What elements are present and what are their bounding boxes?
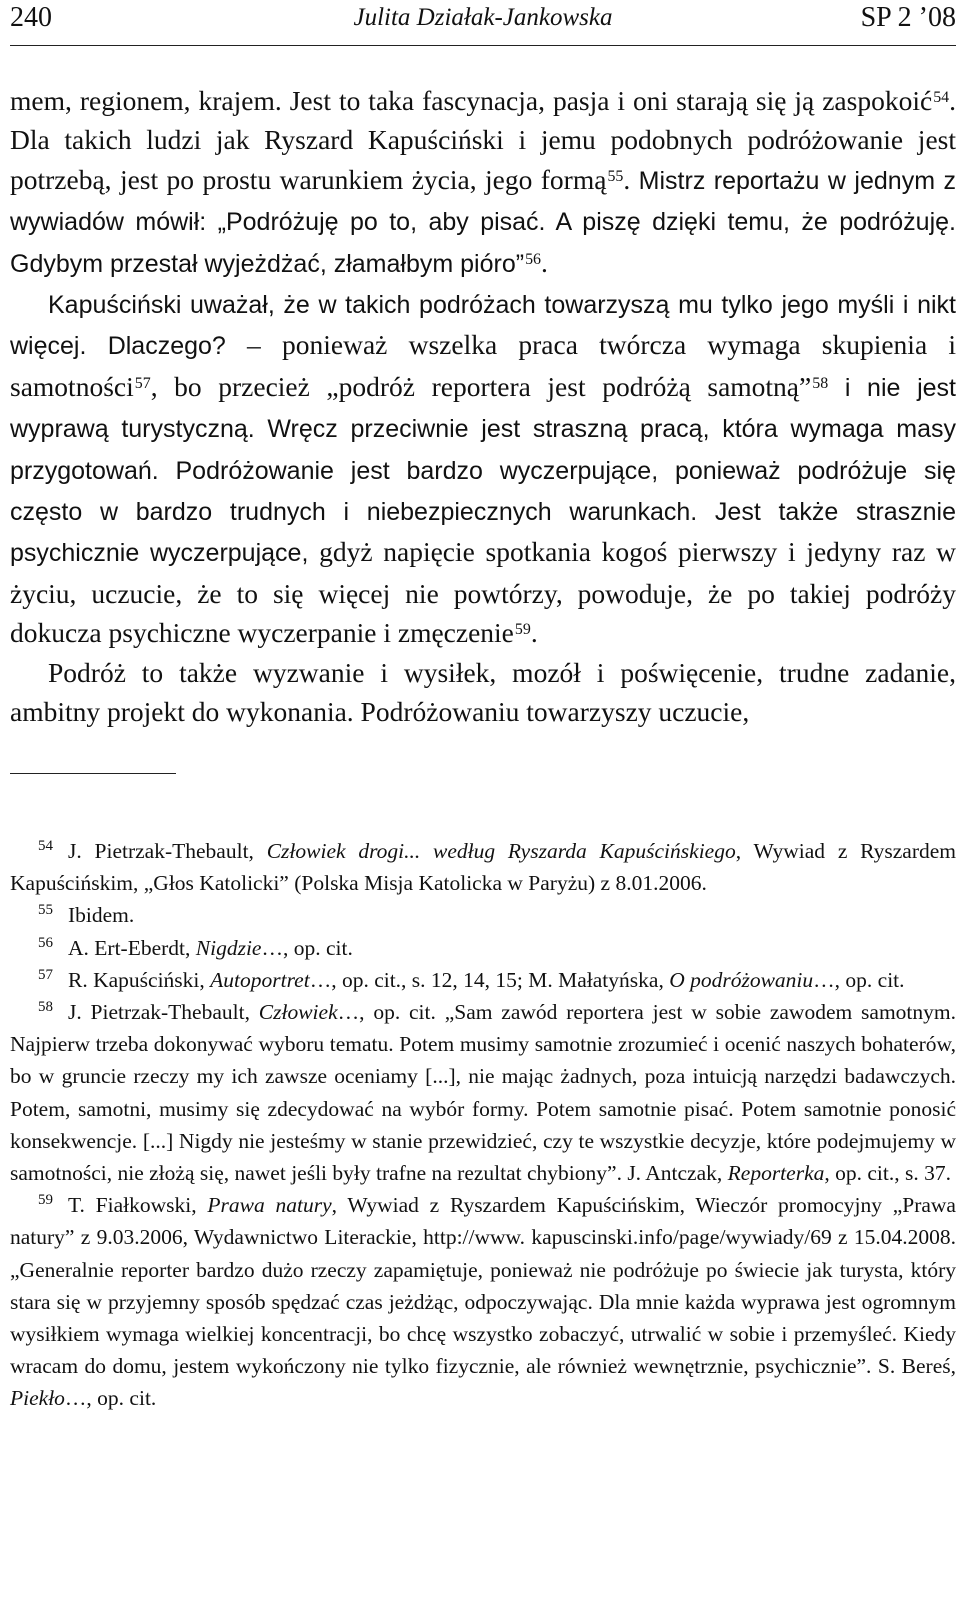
note-text: , op. cit., s. 37.: [824, 1161, 951, 1186]
note-text: R. Kapuściński,: [68, 967, 211, 992]
note-title: O podróżowaniu: [669, 967, 814, 992]
footnote-number: 59: [38, 1192, 53, 1209]
text-run: .: [541, 246, 548, 278]
footnote-54: [10, 835, 956, 899]
footnote-number: 58: [38, 999, 53, 1016]
note-text: T. Fiałkowski,: [68, 1193, 208, 1218]
note-title: Piekło: [10, 1386, 65, 1411]
paragraph-3: Podróż to także wyzwanie i wysiłek, mozół i poświęcenie, trudne zadanie, ambitny projekt do wykonania. Podróżowaniu towarzyszy uczucie,: [10, 656, 956, 728]
note-text: …, op. cit., s. 12, 14, 15; M. Małatyńska,: [309, 967, 670, 992]
footnote-ref-56[interactable]: 56: [525, 250, 541, 268]
running-author: Julita Działak-Jankowska: [353, 4, 613, 31]
text-run: , bo przecież „podróż reportera jest podróżą samotną”: [150, 370, 812, 402]
footnote-ref-59[interactable]: 59: [514, 621, 531, 639]
body-text: [10, 81, 956, 732]
note-text: …, op. cit.: [813, 967, 905, 992]
note-text: Ibidem.: [68, 903, 135, 928]
page-number: 240: [10, 2, 52, 33]
note-title: Człowiek: [258, 1000, 338, 1025]
note-text: J. Pietrzak-Thebault,: [68, 1000, 259, 1025]
footnote-number: 57: [38, 966, 53, 983]
paragraph-2: [10, 284, 956, 653]
text-run: .: [623, 163, 639, 195]
footnote-ref-57[interactable]: 57: [134, 374, 151, 392]
note-title: Nigdzie: [195, 935, 262, 960]
footnotes: [10, 835, 956, 1415]
footnote-57: [10, 964, 956, 996]
text-run: .: [530, 617, 538, 649]
journal-issue: SP 2 ’08: [860, 2, 956, 33]
header-rule: [10, 45, 956, 46]
footnote-number: 54: [38, 838, 53, 854]
note-text: A. Ert-Eberdt,: [68, 935, 196, 960]
footnote-ref-54[interactable]: 54: [933, 89, 950, 106]
text-run: – ponieważ wszelka praca twórcza wymaga skupienia i samotności: [10, 329, 956, 402]
note-text: , Wywiad z Ryszardem Kapuścińskim, „Głos Katolicki” (Polska Misja Katolicka w Paryżu) z 8.01.2006.: [10, 839, 957, 896]
footnote-55: [10, 899, 956, 931]
note-text: …, op. cit.: [64, 1386, 157, 1411]
footnote-ref-55[interactable]: 55: [607, 167, 624, 185]
footnote-ref-58[interactable]: 58: [812, 374, 829, 392]
note-text: …, op. cit.: [261, 935, 353, 960]
footnote-56: [10, 932, 956, 964]
quote-run: Mistrz reportażu w jednym z wywiadów mówił: „Podróżuję po to, aby pisać. A piszę dzięki temu, że podróżuję. Gdybym przestał wyjeżdżać, złamałbym pióro”: [10, 166, 956, 278]
note-text: J. Pietrzak-Thebault,: [68, 839, 267, 863]
footnote-number: 56: [38, 934, 53, 951]
note-title: Autoportret: [210, 967, 310, 992]
note-title: Człowiek drogi... według Ryszarda Kapuścińskiego: [266, 839, 736, 863]
text-run: mem, regionem, krajem. Jest to taka fascynacja, pasja i oni starają się ją zaspokoić: [10, 85, 933, 116]
note-title: Prawa natury: [207, 1193, 332, 1218]
text-run: i nie jest wyprawą turystyczną. Wręcz przeciwnie jest straszną pracą, która wymaga masy przygotowań. Podróżowanie jest bardzo wyczerpujące, ponieważ podróżuje się często w bardzo trudnych i niebezpiecznych warunkach. Jest także strasznie psychicznie wyczerpujące,: [10, 373, 956, 568]
note-title: Reporterka: [727, 1161, 825, 1186]
paragraph-1: [10, 81, 956, 284]
note-text: , Wywiad z Ryszardem Kapuścińskim, Wieczór promocyjny „Prawa natury” z 9.03.2006, Wydawnictwo Literackie, http://www. kapuscinski.info/page/wywiady/69 z 15.04.2008. „Generalnie reporter bardzo dużo rzeczy zapamiętuje, ponieważ nie podróżuje po świecie jak turysta, który stara się w przyjemny sposób spędzać czas jeżdżąc, odpoczywając. Dla mnie każda wyprawa jest ogromnym wysiłkiem wymaga wielkiej koncentracji, bo chcę wszystko zobaczyć, utrwalić w sobie i przemyśleć. Kiedy wracam do domu, jestem wykończony nie tylko fizycznie, ale również wewnętrznie, psychicznie”. S. Bereś,: [10, 1193, 956, 1379]
note-text: …, op. cit. „Sam zawód reportera jest w sobie zawodem samotnym. Najpierw trzeba dokonywać wyboru tematu. Potem musimy samotnie zrozumieć i ocenić naszych bohaterów, bo w gruncie rzeczy my ich zawsze oceniamy [...], nie mając żadnych, poza intuicją narzędzi badawczych. Potem, samotni, musimy się zdecydować na wybór formy. Potem samotnie pisać. Potem samotnie ponosić konsekwencje. [...] Nigdy nie jesteśmy w stanie przewidzieć, czy te wszystkie decyzje, które podejmujemy w samotności, nie złożą się, nawet jeśli były trafne na rezultat chybiony”. J. Antczak,: [10, 1000, 956, 1186]
footnote-59: [10, 1189, 956, 1414]
text-run: gdyż napięcie spotkania kogoś pierwszy i jedyny raz w życiu, uczucie, że to się więcej nie powtórzy, powoduje, że po takiej podróży dokucza psychiczne wyczerpanie i zmęczenie: [10, 536, 956, 649]
text-run: . Dla takich ludzi jak Ryszard Kapuściński i jemu podobnych podróżowanie jest potrzebą, jest po prostu warunkiem życia, jego formą: [10, 85, 956, 195]
running-header: [10, 0, 956, 44]
footnote-58: [10, 996, 956, 1189]
footnote-rule: [10, 773, 176, 774]
footnote-number: 55: [38, 902, 53, 919]
text-run: Kapuściński uważał, że w takich podróżach towarzyszą mu tylko jego myśli i nikt więcej. Dlaczego?: [10, 291, 956, 361]
